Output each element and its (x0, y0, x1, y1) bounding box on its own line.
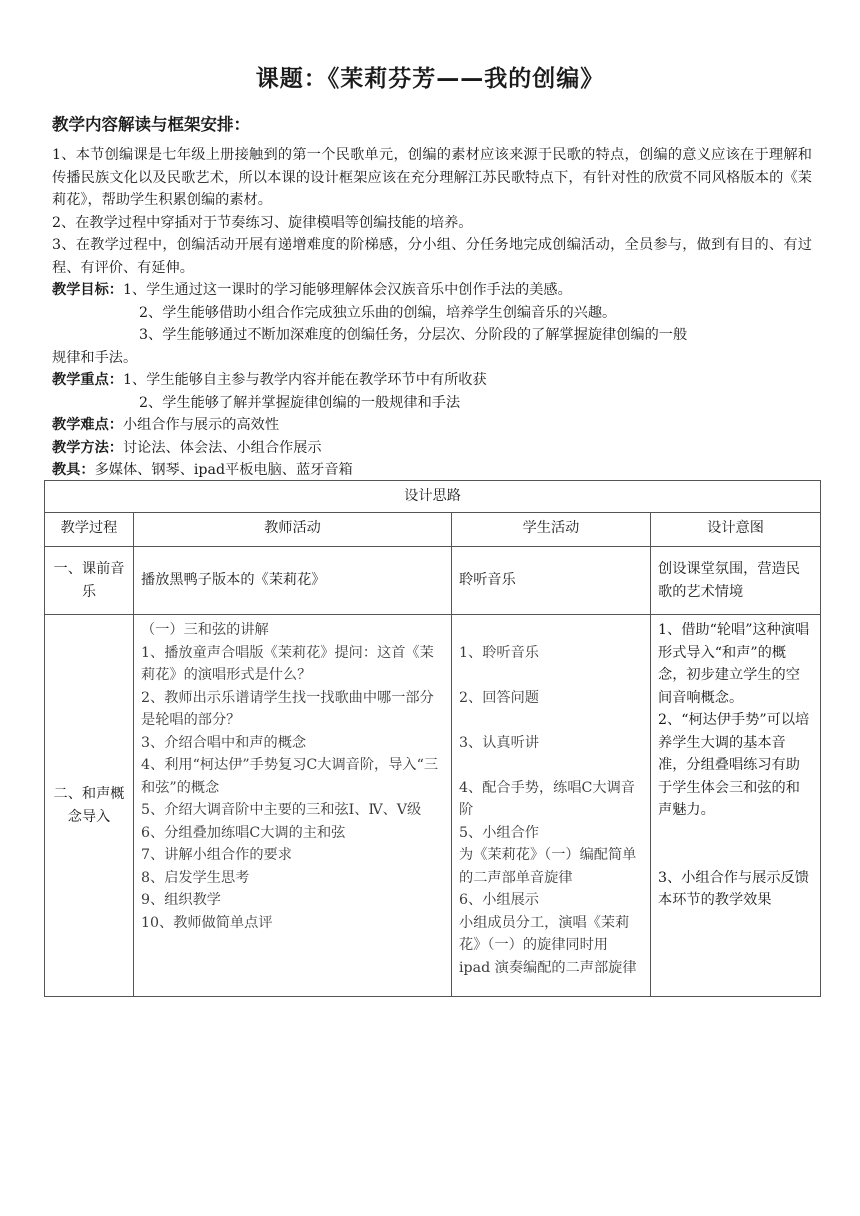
teacher-step: 10、教师做简单点评 (141, 914, 273, 931)
student-step: 6、小组展示 (459, 892, 539, 908)
design-table (44, 480, 821, 997)
teacher-step: 8、启发学生思考 (141, 869, 250, 886)
header-stage: 教学过程 (45, 513, 134, 547)
lesson-overview (52, 144, 812, 482)
row2-intent (651, 615, 821, 997)
intent-item: 3、小组合作与展示反馈本环节的教学效果 (658, 869, 809, 908)
student-step-detail: 小组成员分工，演唱《茉莉花》（一）的旋律同时用 ipad 演奏编配的二声部旋律 (459, 914, 637, 976)
intent-item: 2、“柯达伊手势”可以培养学生大调的基本音准，分组叠唱练习有助于学生体会三和弦的和声魅力。 (658, 712, 810, 818)
row2-stage: 二、和声概念导入 (45, 615, 134, 997)
intro-paragraph-2: 2、在教学过程中穿插对于节奏练习、旋律模唱等创编技能的培养。 (52, 214, 473, 231)
row1-student: 聆听音乐 (452, 547, 651, 615)
difficulty-label: 教学难点： (52, 417, 123, 433)
row2-teacher (134, 615, 452, 997)
tools-label: 教具： (52, 462, 95, 478)
row1-teacher: 播放黑鸭子版本的《茉莉花》 (134, 547, 452, 615)
teacher-step: 6、分组叠加练唱C大调的主和弦 (141, 824, 346, 841)
table-row (45, 615, 821, 997)
row1-intent: 创设课堂氛围，营造民歌的艺术情境 (651, 547, 821, 615)
row2-student (452, 615, 651, 997)
teacher-step: 7、讲解小组合作的要求 (141, 847, 292, 863)
student-step: 1、聆听音乐 (459, 644, 539, 661)
teacher-step: 5、介绍大调音阶中主要的三和弦Ⅰ、Ⅳ、Ⅴ级 (141, 802, 422, 818)
intro-paragraph-1: 1、本节创编课是七年级上册接触到的第一个民歌单元，创编的素材应该来源于民歌的特点，创编的意义应该在于理解和传播民族文化以及民歌艺术，所以本课的设计框架应该在充分理解江苏民歌特点下，有针对性的欣赏不同风格版本的《茉莉花》，帮助学生积累创编的素材。 (52, 147, 812, 208)
goal-item-3-continuation: 规律和手法。 (52, 349, 138, 366)
methods-label: 教学方法： (52, 439, 123, 456)
teacher-step: 4、利用“柯达伊”手势复习C大调音阶，导入“三和弦”的概念 (141, 757, 439, 796)
difficulty-text: 小组合作与展示的高效性 (122, 417, 280, 433)
key-points-line-1 (52, 369, 812, 392)
tools-text: 多媒体、钢琴、ipad平板电脑、蓝牙音箱 (94, 462, 353, 478)
goals-line-1 (52, 279, 812, 302)
methods-text: 讨论法、体会法、小组合作展示 (122, 439, 322, 456)
methods-line (52, 437, 812, 460)
lesson-title: 课题：《茉莉芬芳——我的创编》 (255, 66, 605, 92)
goals-label: 教学目标： (52, 282, 123, 298)
teacher-step: （一）三和弦的讲解 (141, 622, 269, 638)
row1-stage: 一、课前音乐 (45, 547, 134, 615)
table-row (45, 547, 821, 615)
student-step: 5、小组合作 (459, 824, 539, 841)
header-teacher: 教师活动 (134, 513, 452, 547)
teacher-step: 9、组织教学 (141, 892, 221, 908)
teacher-step: 1、播放童声合唱版《茉莉花》提问：这首《茉莉花》的演唱形式是什么？ (141, 644, 434, 683)
intro-paragraph-3: 3、在教学过程中，创编活动开展有递增难度的阶梯感，分小组、分任务地完成创编活动，全员参与，做到有目的、有过程、有评价、有延伸。 (52, 237, 812, 276)
header-intent: 设计意图 (651, 513, 821, 547)
section-heading: 教学内容解读与框架安排： (52, 115, 250, 134)
header-student: 学生活动 (452, 513, 651, 547)
teacher-step: 2、教师出示乐谱请学生找一找歌曲中哪一部分是轮唱的部分？ (141, 689, 434, 728)
goal-item-2: 2、学生能够借助小组合作完成独立乐曲的创编，培养学生创编音乐的兴趣。 (139, 304, 617, 321)
key-point-2: 2、学生能够了解并掌握旋律创编的一般规律和手法 (139, 394, 461, 411)
student-step-detail: 为《茉莉花》（一）编配简单的二声部单音旋律 (459, 847, 637, 886)
intent-item: 1、借助“轮唱”这种演唱形式导入“和声”的概念，初步建立学生的空间音响概念。 (658, 622, 810, 706)
table-caption: 设计思路 (45, 481, 821, 513)
difficulty-line (52, 414, 812, 437)
student-step: 2、回答问题 (459, 689, 539, 706)
key-points-label: 教学重点： (52, 372, 123, 388)
goal-item-3: 3、学生能够通过不断加深难度的创编任务，分层次、分阶段的了解掌握旋律创编的一般 (139, 327, 688, 343)
goal-item-1: 1、学生通过这一课时的学习能够理解体会汉族音乐中创作手法的美感。 (122, 282, 572, 298)
tools-line (52, 459, 812, 482)
student-step: 4、配合手势，练唱C大调音阶 (459, 779, 635, 818)
student-step: 3、认真听讲 (459, 734, 539, 751)
key-point-1: 1、学生能够自主参与教学内容并能在教学环节中有所收获 (122, 372, 487, 388)
teacher-step: 3、介绍合唱中和声的概念 (141, 734, 307, 751)
